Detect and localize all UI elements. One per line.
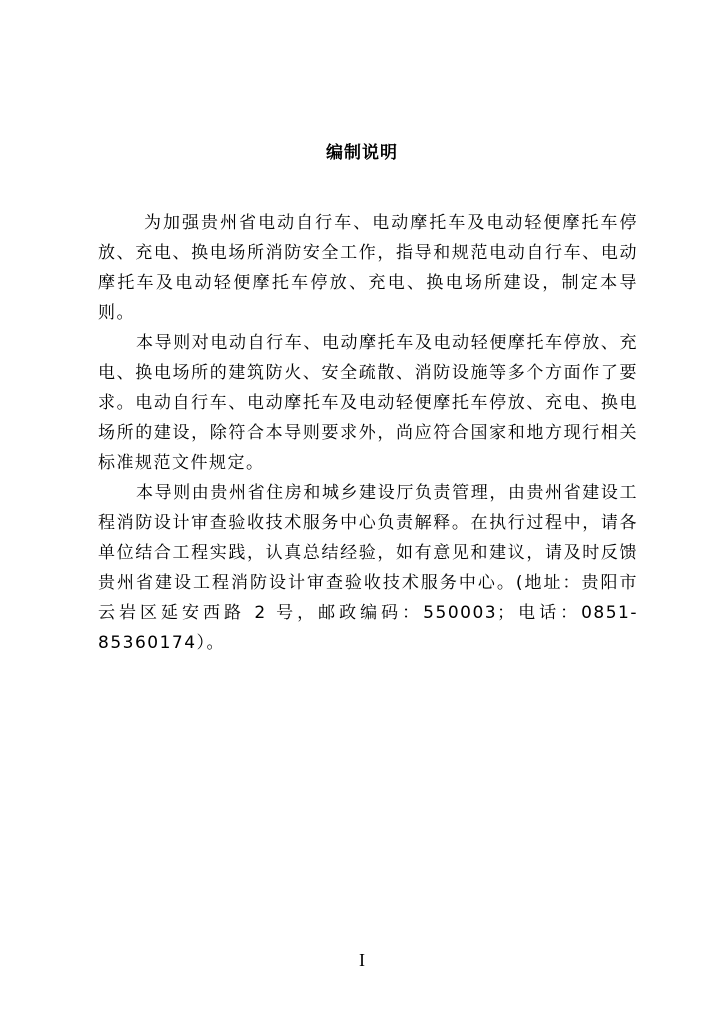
document-body: [98, 208, 638, 658]
page-title: 编制说明: [326, 143, 398, 163]
paragraph-management: 本导则由贵州省住房和城乡建设厅负责管理，由贵州省建设工程消防设计审查验收技术服务中心负责解释。在执行过程中，请各单位结合工程实践，认真总结经验，如有意见和建议，请及时反馈贵州省建设工程消防设计审查验收技术服务中心。(地址：贵阳市云岩区延安西路 2 号，邮政编码：550003；电话：0851-85360174）。: [98, 483, 638, 653]
paragraph-purpose: 为加强贵州省电动自行车、电动摩托车及电动轻便摩托车停放、充电、换电场所消防安全工作，指导和规范电动自行车、电动摩托车及电动轻便摩托车停放、充电、换电场所建设，制定本导则。: [98, 213, 638, 323]
paragraph-scope: 本导则对电动自行车、电动摩托车及电动轻便摩托车停放、充电、换电场所的建筑防火、安全疏散、消防设施等多个方面作了要求。电动自行车、电动摩托车及电动轻便摩托车停放、充电、换电场所的建设，除符合本导则要求外，尚应符合国家和地方现行相关标准规范文件规定。: [98, 333, 638, 473]
page-number: I: [359, 950, 365, 970]
